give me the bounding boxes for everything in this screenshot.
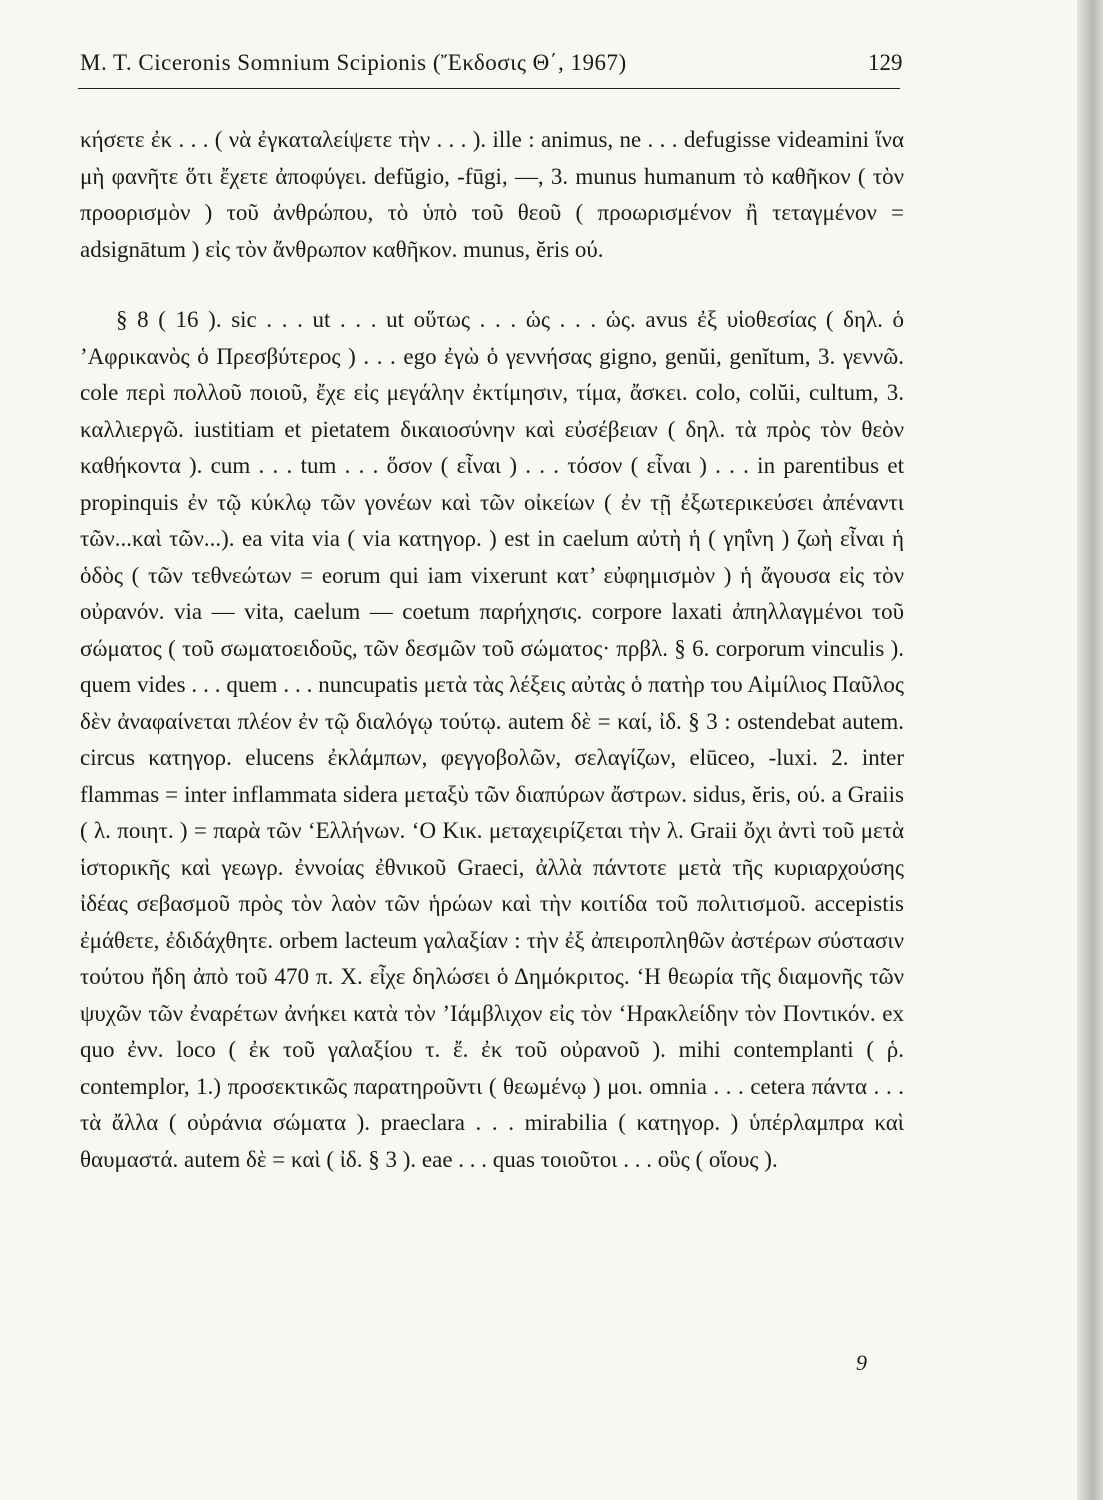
paragraph-1: κήσετε ἐκ . . . ( νὰ ἐγκαταλείψετε τὴν . . . ). ille : animus, ne . . . defugisse videamini ἵνα μὴ φανῆτε ὅτι ἔχετε ἀποφύγει. defŭgio, -fūgi, —, 3. munus humanum τὸ καθῆκον ( τὸν προορισμὸν ) τοῦ ἀνθρώπου, τὸ ὑπὸ τοῦ θεοῦ ( προωρισμένον ἢ τεταγμένον = adsignātum ) εἰς τὸν ἄνθρωπον καθῆκον. munus, ĕris ού. [80, 127, 904, 262]
page-number: 129 [868, 50, 903, 75]
header-title: M. T. Ciceronis Somnium Scipionis (Ἔκδοσις Θ΄, 1967) [80, 50, 627, 75]
signature-mark: 9 [856, 1350, 867, 1375]
running-header [80, 50, 903, 90]
header-rule [78, 88, 900, 89]
paragraph-2: § 8 ( 16 ). sic . . . ut . . . ut οὕτως . . . ὡς . . . ὡς. avus ἐξ υἱοθεσίας ( δηλ. ὁ ’Αφρικανὸς ὁ Πρεσβύτερος ) . . . ego ἐγὼ ὁ γεννήσας gigno, genŭi, genĭtum, 3. γεννῶ. cole περὶ πολλοῦ ποιοῦ, ἔχε εἰς μεγάλην ἐκτίμησιν, τίμα, ἄσκει. colo, colŭi, cultum, 3. καλλιεργῶ. iustitiam et pietatem δικαιοσύνην καὶ εὐσέβειαν ( δηλ. τὰ πρὸς τὸν θεὸν καθήκοντα ). cum . . . tum . . . ὅσον ( εἶναι ) . . . τόσον ( εἶναι ) . . . in parentibus et propinquis ἐν τῷ κύκλῳ τῶν γονέων καὶ τῶν οἰκείων ( ἐν τῇ ἐξωτερικεύσει ἀπέναντι τῶν...καὶ τῶν...). ea vita via ( via κατηγορ. ) est in caelum αὐτὴ ἡ ( γηΐνη ) ζωὴ εἶναι ἡ ὁδὸς ( τῶν τεθνεώτων = eorum qui iam vixerunt κατ’ εὐφημισμὸν ) ἡ ἄγουσα εἰς τὸν οὐρανόν. via — vita, caelum — coetum παρήχησις. corpore laxati ἀπηλλαγμένοι τοῦ σώματος ( τοῦ σωματοειδοῦς, τῶν δεσμῶν τοῦ σώματος· πρβλ. § 6. corporum vinculis ). quem vides . . . quem . . . nuncupatis μετὰ τὰς λέξεις αὐτὰς ὁ πατὴρ του Αἰμίλιος Παῦλος δὲν ἀναφαίνεται πλέον ἐν τῷ διαλόγῳ τούτῳ. autem δὲ = καί, ἰδ. § 3 : ostendebat autem. circus κατηγορ. elucens ἐκλάμπων, φεγγοβολῶν, σελαγίζων, elūceo, -luxi. 2. inter flammas = inter inflammata sidera μεταξὺ τῶν διαπύρων ἄστρων. sidus, ĕris, ού. a Graiis ( λ. ποιητ. ) = παρὰ τῶν ‘Ελλήνων. ‘Ο Κικ. μεταχειρίζεται τὴν λ. Graii ὄχι ἀντὶ τοῦ μετὰ ἱστορικῆς καὶ γεωγρ. ἐννοίας ἐθνικοῦ Graeci, ἀλλὰ πάντοτε μετὰ τῆς κυριαρχούσης ἰδέας σεβασμοῦ πρὸς τὸν λαὸν τῶν ἡρώων καὶ τὴν κοιτίδα τοῦ πολιτισμοῦ. accepistis ἐμάθετε, ἐδιδάχθητε. orbem lacteum γαλαξίαν : τὴν ἐξ ἀπειροπληθῶν ἀστέρων σύστασιν τούτου ἤδη ἀπὸ τοῦ 470 π. Χ. εἶχε δηλώσει ὁ Δημόκριτος. ‘Η θεωρία τῆς διαμονῆς τῶν ψυχῶν τῶν ἐναρέτων ἀνήκει κατὰ τὸν ’Ιάμβλιχον εἰς τὸν ‘Ηρακλείδην τὸν Ποντικόν. ex quo ἐνν. loco ( ἐκ τοῦ γαλαξίου τ. ἔ. ἐκ τοῦ οὐρανοῦ ). mihi contemplanti ( ῥ. contemplor, 1.) προσεκτικῶς παρατηροῦντι ( θεωμένῳ ) μοι. omnia . . . cetera πάντα . . . τὰ ἄλλα ( οὐράνια σώματα ). praeclara . . . mirabilia ( κατηγορ. ) ὑπέρλαμπρα καὶ θαυμαστά. autem δὲ = καὶ ( ἰδ. § 3 ). eae . . . quas τοιοῦτοι . . . οὓς ( οἵους ). [80, 307, 904, 1172]
page-edge [1077, 0, 1103, 1500]
commentary-text [80, 122, 904, 1178]
